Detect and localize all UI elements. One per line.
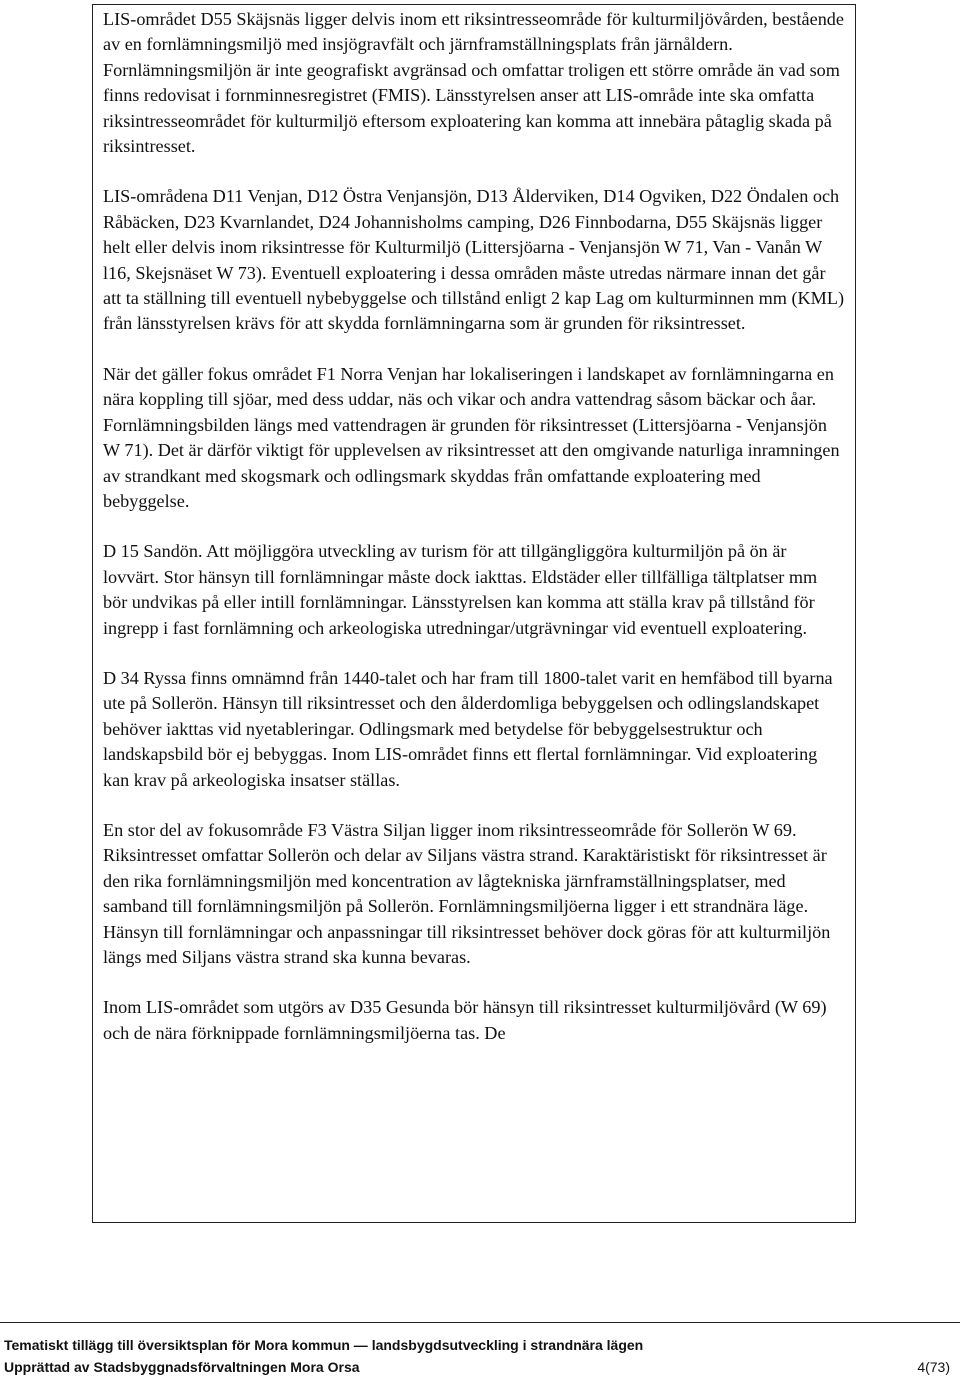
- footer-prepared-by: Upprättad av Stadsbyggnadsförvaltningen Mora Orsa: [4, 1359, 360, 1375]
- footer-prepared-by-row: [4, 1359, 950, 1375]
- document-text-frame: [92, 4, 856, 1223]
- page-number: 4(73): [917, 1359, 950, 1375]
- paragraph-lis-areas-riksintresse: LIS-områdena D11 Venjan, D12 Östra Venjansjön, D13 Ålderviken, D14 Ogviken, D22 Öndalen och Råbäcken, D23 Kvarnlandet, D24 Johannisholms camping, D26 Finnbodarna, D55 Skäjsnäs ligger helt eller delvis inom riksintresse för Kulturmiljö (Littersjöarna - Venjansjön W 71, Van - Vanån W l16, Skejsnäset W 73). Eventuell exploatering i dessa områden måste utredas närmare innan det går att ta ställning till eventuell nybebyggelse och tillstånd enligt 2 kap Lag om kulturminnen mm (KML) från länsstyrelsen krävs för att skydda fornlämningarna som är grunden för riksintresset.: [103, 186, 844, 334]
- paragraph-d34-ryssa: D 34 Ryssa finns omnämnd från 1440-talet och har fram till 1800-talet varit en hemfäbod till byarna ute på Sollerön. Hänsyn till riksintresset och den ålderdomliga bebyggelsen och odlingslandskapet behöver iakttas vid nyetableringar. Odlingsmark med betydelse för bebyggelsestruktur och landskapsbild bör ej bebyggas. Inom LIS-området finns ett flertal fornlämningar. Vid exploatering kan krav på arkeologiska insatser ställas.: [103, 667, 833, 790]
- paragraph-d35-gesunda: Inom LIS-området som utgörs av D35 Gesunda bör hänsyn till riksintresset kulturmiljövård (W 69) och de nära förknippade fornlämningsmiljöerna tas. De: [103, 997, 827, 1043]
- paragraph-d55-skajsnas: LIS-området D55 Skäjsnäs ligger delvis inom ett riksintresseområde för kulturmiljövården, bestående av en fornlämningsmiljö med insjögravfält och järnframställningsplats från järnåldern. Fornlämningsmiljön är inte geografiskt avgränsad och omfattar troligen ett större område än vad som finns redovisat i fornminnesregistret (FMIS). Länsstyrelsen anser att LIS-område inte ska omfatta riksintresseområdet för kulturmiljö eftersom exploatering kan komma att innebära påtaglig skada på riksintresset.: [103, 9, 844, 157]
- paragraph-d15-sandon: D 15 Sandön. Att möjliggöra utveckling av turism för att tillgängliggöra kulturmiljön på ön är lovvärt. Stor hänsyn till fornlämningar måste dock iakttas. Eldstäder eller tillfälliga tältplatser mm bör undvikas på eller intill fornlämningar. Länsstyrelsen kan komma att ställa krav på tillstånd för ingrepp i fast fornlämning och arkeologiska utredningar/utgrävningar vid eventuell exploatering.: [103, 541, 818, 638]
- footer-document-title: Tematiskt tillägg till översiktsplan för Mora kommun — landsbygdsutveckling i strandnära lägen: [4, 1337, 644, 1353]
- paragraph-f3-vastra-siljan: En stor del av fokusområde F3 Västra Siljan ligger inom riksintresseområde för Sollerön W 69. Riksintresset omfattar Sollerön och delar av Siljans västra strand. Karaktäristiskt för riksintresset är den rika fornlämningsmiljön med koncentration av lågtekniska järnframställningsplatser, med samband till fornlämningsmiljön på Sollerön. Fornlämningsmiljöerna ligger i ett strandnära läge. Hänsyn till fornlämningar och anpassningar till riksintresset behöver dock göras för att kulturmiljön längs med Siljans västra strand ska kunna bevaras.: [103, 819, 831, 967]
- footer-divider: [0, 1322, 960, 1323]
- paragraph-f1-norra-venjan: När det gäller fokus området F1 Norra Venjan har lokaliseringen i landskapet av fornlämningarna en nära koppling till sjöar, med dess uddar, näs och vikar och andra vattendrag såsom bäckar och åar. Fornlämningsbilden längs med vattendragen är grunden för riksintresset (Littersjöarna - Venjansjön W 71). Det är därför viktigt för upplevelsen av riksintresset att den omgivande naturliga inramningen av strandkant med skogsmark och odlingsmark skyddas från omfattande exploatering med bebyggelse.: [103, 363, 840, 511]
